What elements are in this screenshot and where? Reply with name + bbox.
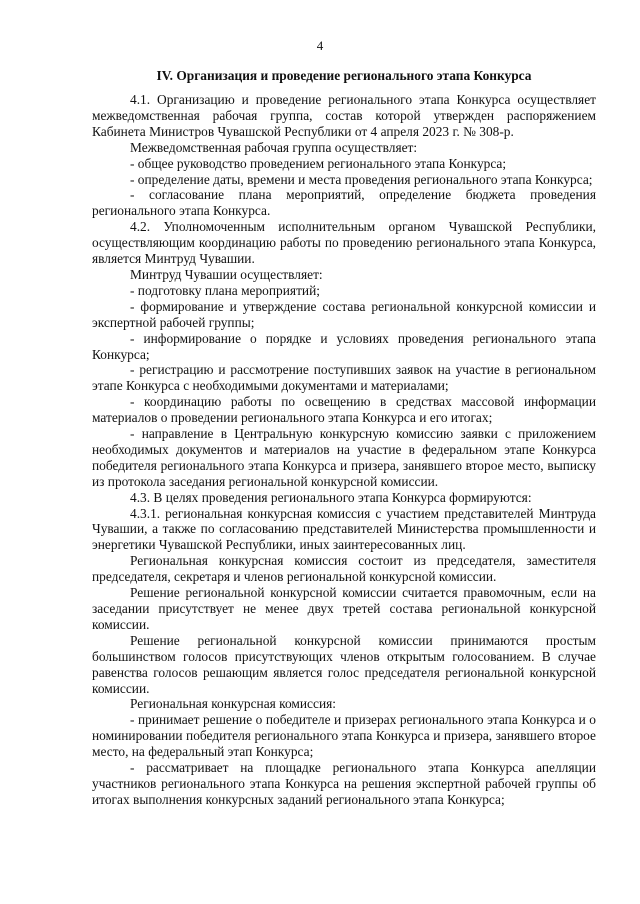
paragraph: Региональная конкурсная комиссия состоит из председателя, заместителя председателя, секретаря и членов региональной конкурсной комиссии. (92, 553, 596, 585)
paragraph: Решение региональной конкурсной комиссии считается правомочным, если на заседании присутствует не менее двух третей состава региональной конкурсной комиссии. (92, 585, 596, 632)
list-item: - определение даты, времени и места проведения регионального этапа Конкурса; (130, 171, 593, 187)
section-title: IV. Организация и проведение регионального этапа Конкурса (156, 68, 532, 83)
list-item: - информирование о порядке и условиях проведения регионального этапа Конкурса; (92, 330, 596, 362)
paragraph: Межведомственная рабочая группа осуществляет: (130, 139, 418, 155)
paragraph: 4.2. Уполномоченным исполнительным органом Чувашской Республики, осуществляющим координацию работы по проведению регионального этапа Конкурса, является Минтруд Чувашии. (92, 219, 596, 267)
paragraph: 4.3.1. региональная конкурсная комиссия с участием представителей Минтруда Чувашии, а также по согласованию представителей Министерства промышленности и энергетики Чувашской Республики, иных заинтересованных лиц. (92, 505, 596, 553)
page-number: 4 (316, 38, 324, 53)
list-item: - подготовку плана мероприятий; (130, 282, 320, 298)
list-item: - общее руководство проведением регионального этапа Конкурса; (130, 155, 507, 171)
list-item: - регистрацию и рассмотрение поступивших заявок на участие в региональном этапе Конкурса с необходимыми документами и материалами; (92, 362, 596, 394)
list-item: - направление в Центральную конкурсную комиссию заявки с приложением необходимых документов и материалов на участие в федеральном этапе Конкурса победителя регионального этапа Конкурса и призера, занявшего второе место, выписку из протокола заседания региональной конкурсной комиссии. (92, 426, 596, 489)
paragraph: Решение региональной конкурсной комиссии принимаются простым большинством голосов присутствующих членов открытым голосованием. В случае равенства голосов решающим является голос председателя региональной конкурсной комиссии. (92, 632, 596, 696)
list-item: - согласование плана мероприятий, определение бюджета проведения регионального этапа Конкурса. (92, 187, 596, 219)
paragraph: 4.1. Организацию и проведение регионального этапа Конкурса осуществляет межведомственная рабочая группа, состав которой утвержден распоряжением Кабинета Министров Чувашской Республики от 4 апреля 2023 г. № 308-р. (92, 92, 596, 139)
list-item: - принимает решение о победителе и призерах регионального этапа Конкурса и о номинировании победителя регионального этапа Конкурса и призера, занявшего второе место, на федеральный этап Конкурса; (92, 712, 596, 760)
paragraph: 4.3. В целях проведения регионального этапа Конкурса формируются: (130, 489, 532, 505)
list-item: - рассматривает на площадке регионального этапа Конкурса апелляции участников регионального этапа Конкурса на решения экспертной рабочей группы об итогах выполнения конкурсных заданий регионального этапа Конкурса; (92, 760, 596, 807)
document-body (92, 92, 596, 808)
paragraph: Минтруд Чувашии осуществляет: (130, 266, 323, 282)
list-item: - координацию работы по освещению в средствах массовой информации материалов о проведении регионального этапа Конкурса и его итогах; (92, 394, 596, 426)
list-item: - формирование и утверждение состава региональной конкурсной комиссии и экспертной рабочей группы; (92, 298, 596, 330)
paragraph: Региональная конкурсная комиссия: (130, 696, 336, 712)
